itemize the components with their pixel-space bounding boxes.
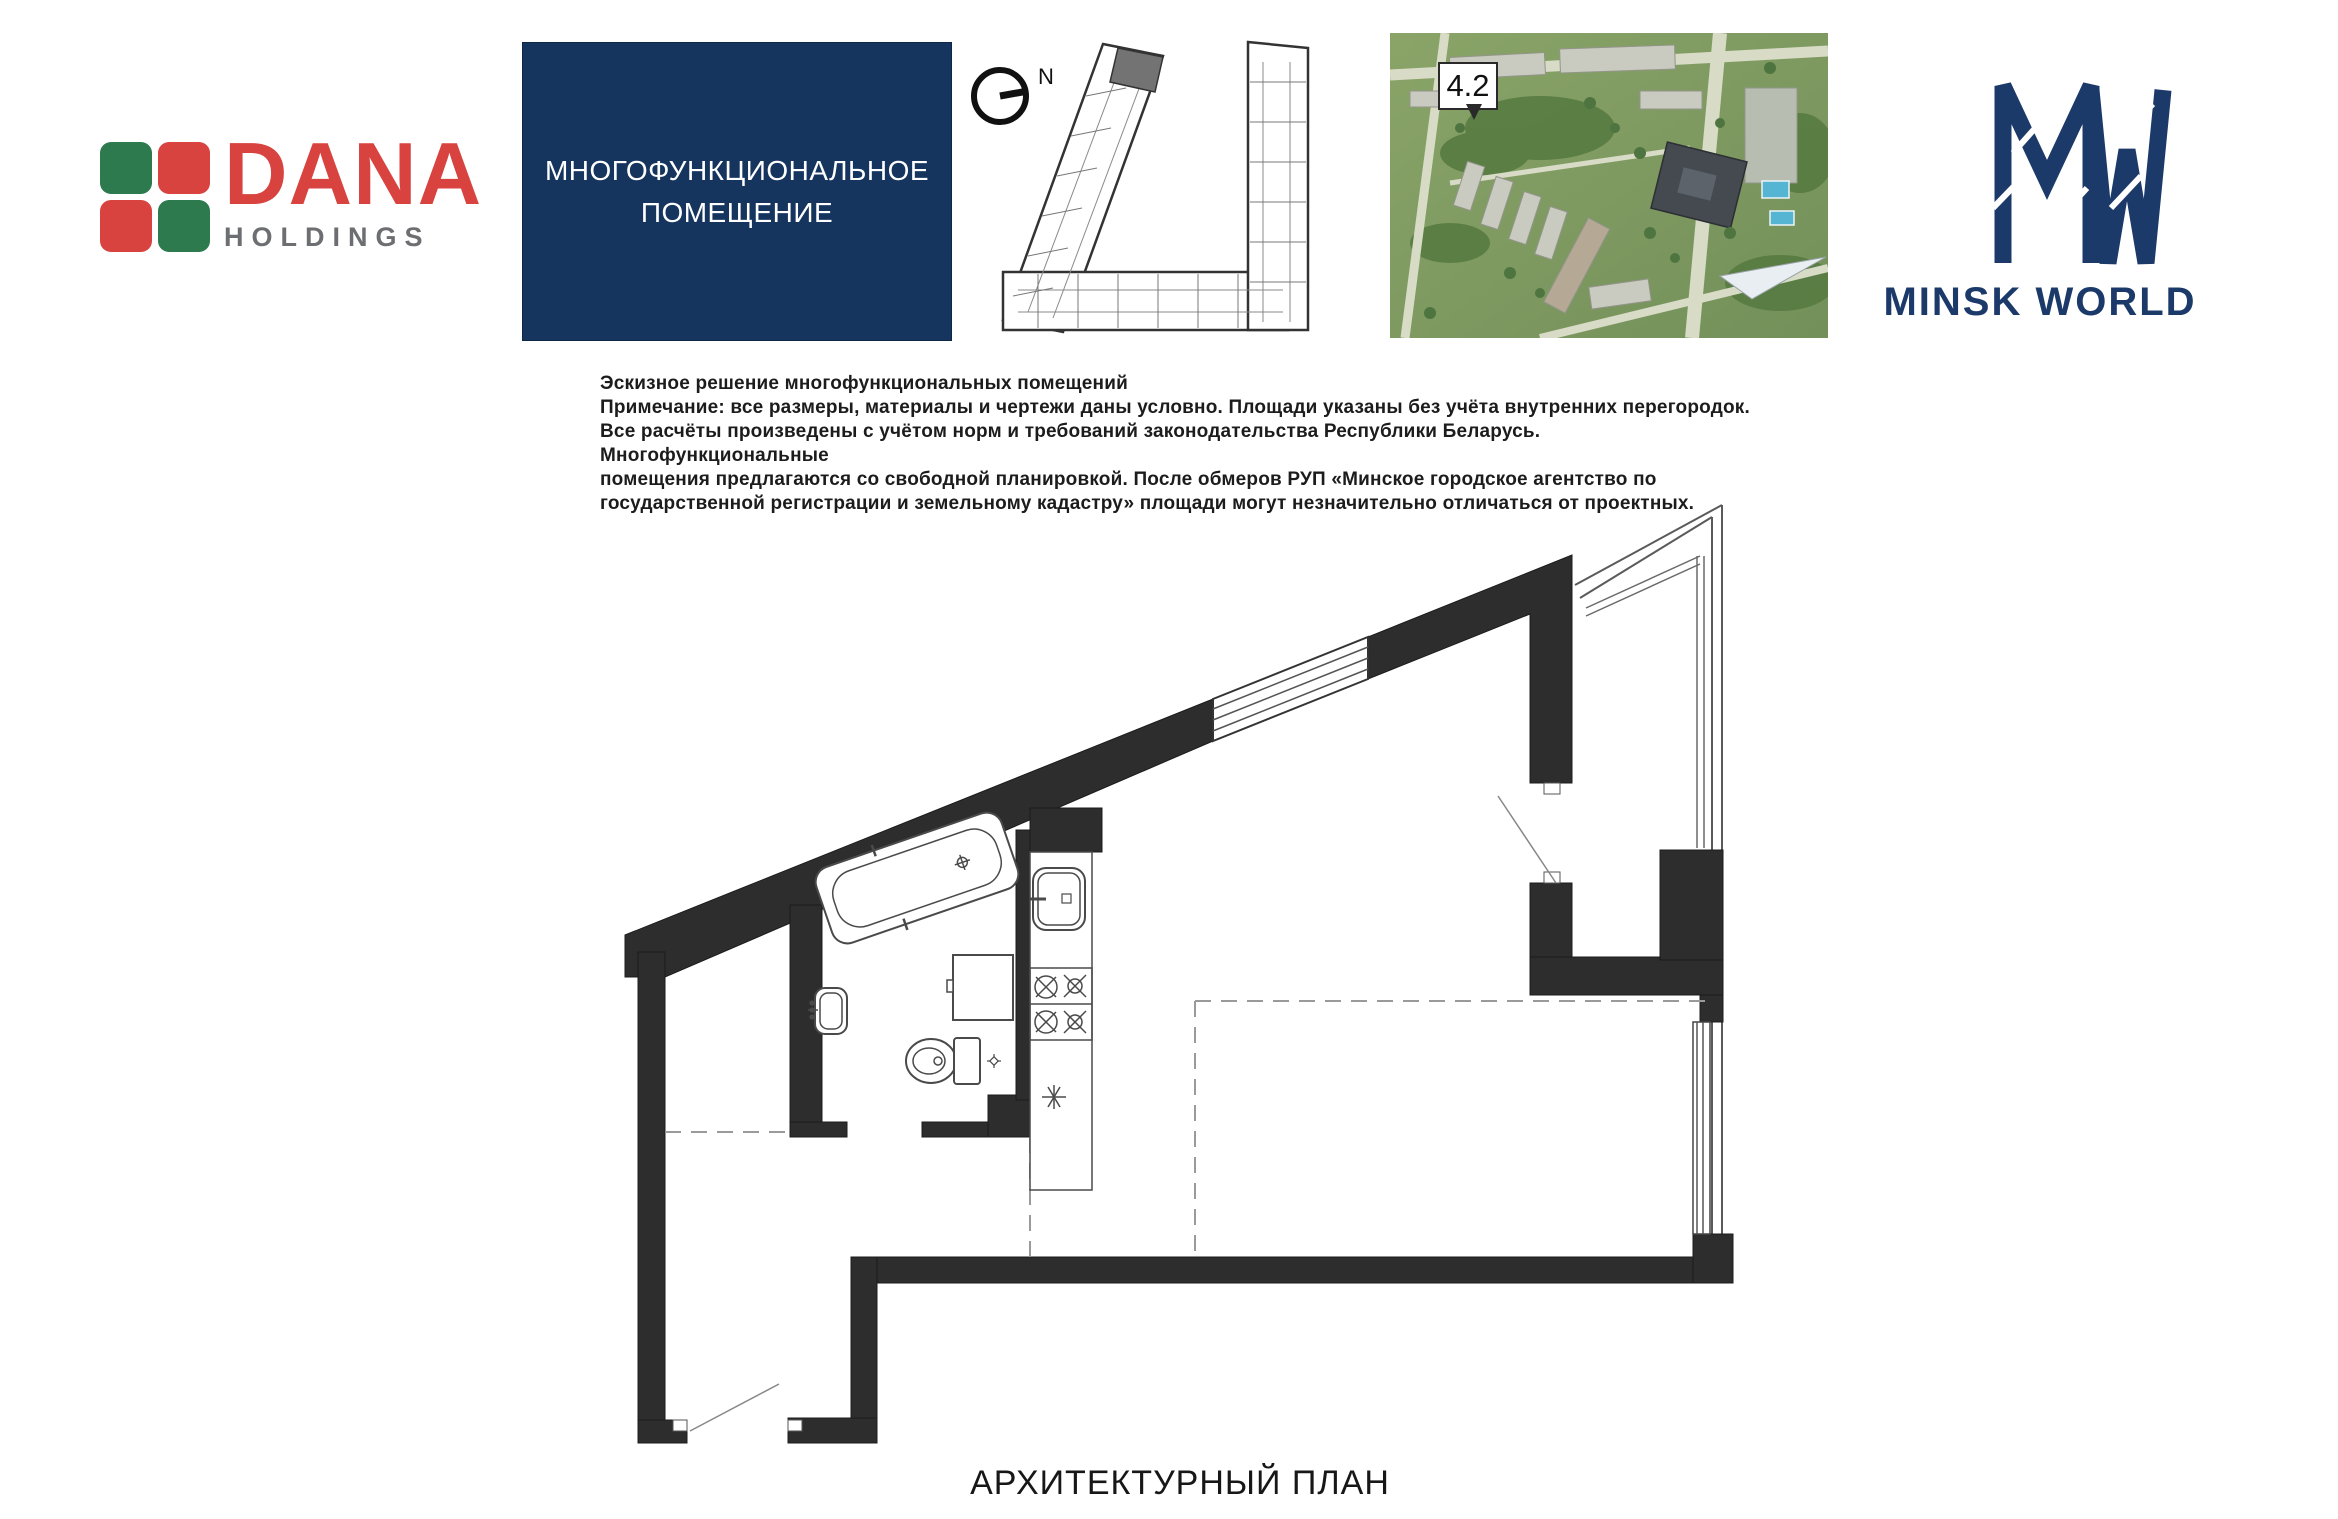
notes-line-2: Примечание: все размеры, материалы и чертежи даны условно. Площади указаны без учёта внутренних перегородок.	[600, 397, 1750, 418]
premises-title-line2: ПОМЕЩЕНИЕ	[640, 196, 834, 228]
walls	[625, 555, 1733, 1443]
plan-caption: АРХИТЕКТУРНЫЙ ПЛАН	[970, 1464, 1390, 1502]
notes-line-3: Все расчёты произведены с учётом норм и требований законодательства Республики Беларусь. Многофункциональные	[600, 421, 1541, 466]
kitchen-sink	[1030, 868, 1085, 930]
svg-text:N: N	[1038, 64, 1054, 89]
premises-title-line1: МНОГОФУНКЦИОНАЛЬНОЕ	[544, 154, 930, 186]
callout-pointer	[1466, 104, 1482, 120]
notes-line-5: государственной регистрации и земельному кадастру» площади могут незначительно отличаться от проектных.	[600, 493, 1695, 514]
kitchen-counter	[1030, 852, 1092, 1190]
terrace-glazing	[1586, 556, 1704, 848]
building-number-callout: 4.2	[1438, 62, 1498, 110]
washing-machine	[947, 955, 1013, 1020]
toilet	[906, 1038, 1001, 1084]
notes-line-1: Эскизное решение многофункциональных помещений	[600, 373, 1128, 394]
dana-sub-text: HOLDINGS	[224, 222, 431, 252]
dana-brand-text: DANA	[224, 124, 483, 223]
terrace-door-leaf	[1498, 796, 1556, 883]
entry-door-leaf	[690, 1384, 779, 1431]
diagonal-window	[1213, 637, 1368, 741]
notes-line-4: помещения предлагаются со свободной планировкой. После обмеров РУП «Минское городское агентство по	[600, 469, 1657, 490]
right-window	[1693, 1022, 1710, 1234]
minsk-world-wordmark: MINSK WORLD	[1883, 280, 2197, 324]
toilet-drain-marker	[987, 1054, 1001, 1068]
